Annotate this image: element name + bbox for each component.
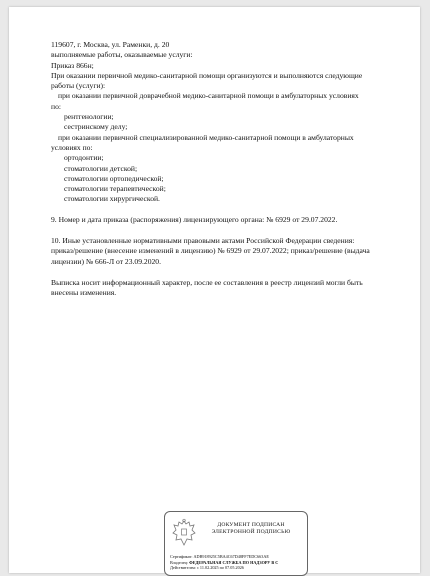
list-item: стоматологии детской;	[64, 163, 138, 173]
validity-line: Действителен: с 11.02.2025 по 07.05.2026	[170, 565, 244, 571]
coat-of-arms-icon	[172, 518, 196, 548]
electronic-signature-stamp	[164, 511, 308, 576]
certificate-line: Сертификат: ADB918925C5BA4C67D48FF7EDC663AE	[170, 554, 269, 559]
text-line: работы (услуги):	[51, 81, 106, 91]
note-line: внесены изменения.	[51, 288, 117, 298]
document-page	[9, 7, 420, 573]
text-line: выполняемые работы, оказываемые услуги:	[51, 50, 193, 60]
text-line: При оказании первичной медико-санитарной помощи организуются и выполняются следующие	[51, 70, 363, 80]
address-line: 119607, г. Москва, ул. Раменки, д. 20	[51, 40, 170, 49]
item-10-line: приказ/решение (внесение изменений в лицензию) № 6929 от 29.07.2022; приказ/решение (выдача	[51, 246, 370, 256]
list-item: сестринскому делу;	[64, 122, 128, 132]
text-line: Приказ 866н;	[51, 60, 94, 70]
item-10-line: 10. Иные установленные нормативными правовыми актами Российской Федерации сведения:	[51, 236, 355, 246]
text-line: условиях по:	[51, 142, 93, 152]
document-body	[51, 40, 411, 299]
text-line: при оказании первичной доврачебной медико-санитарной помощи в амбулаторных условиях	[58, 91, 359, 101]
list-item: стоматологии ортопедической;	[64, 173, 164, 183]
signature-details	[170, 554, 308, 571]
list-item: стоматологии терапевтической;	[64, 184, 166, 194]
text-line: при оказании первичной специализированной медико-санитарной помощи в амбулаторных	[58, 132, 354, 142]
owner-line: Владелец: ФЕДЕРАЛЬНАЯ СЛУЖБА ПО НАДЗОРУ В С	[170, 559, 279, 565]
list-item: ортодонтии;	[64, 153, 104, 163]
signature-title: ДОКУМЕНТ ПОДПИСАН ЭЛЕКТРОННОЙ ПОДПИСЬЮ	[211, 522, 291, 535]
list-item: рентгенологии;	[64, 112, 114, 122]
item-9: 9. Номер и дата приказа (распоряжения) лицензирующего органа: № 6929 от 29.07.2022.	[51, 214, 338, 224]
item-10-line: лицензии) № 666-Л от 23.09.2020.	[51, 256, 162, 266]
list-item: стоматологии хирургической.	[64, 194, 160, 204]
text-line: по:	[51, 101, 61, 111]
note-line: Выписка носит информационный характер, после ее составления в реестр лицензий могли быть	[51, 277, 363, 287]
